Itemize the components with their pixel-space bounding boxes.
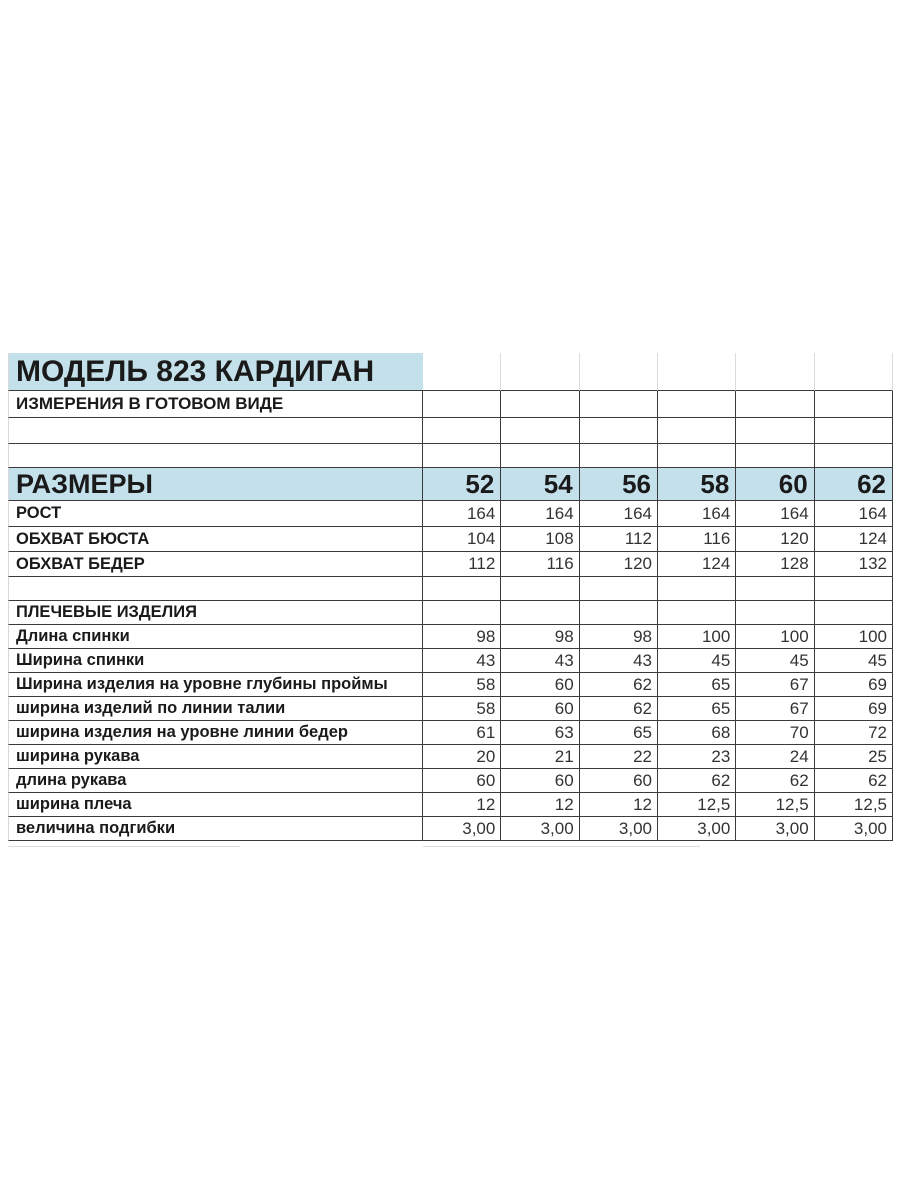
table-row — [8, 721, 893, 745]
value-cell: 24 — [736, 745, 814, 769]
value-cell: 62 — [580, 673, 658, 697]
empty-label-cell — [8, 577, 423, 601]
value-cell: 63 — [501, 721, 579, 745]
value-cell — [815, 391, 893, 418]
value-cell: 12,5 — [815, 793, 893, 817]
value-cell — [580, 353, 658, 391]
value-cell: 164 — [423, 501, 501, 527]
value-cell: 43 — [580, 649, 658, 673]
value-cell: 43 — [501, 649, 579, 673]
size-header-cell: 54 — [501, 468, 579, 501]
value-cell — [580, 418, 658, 444]
table-row — [8, 444, 893, 468]
table-row — [8, 527, 893, 552]
table-row — [8, 601, 893, 625]
value-cell: 60 — [423, 769, 501, 793]
value-cell: 20 — [423, 745, 501, 769]
section-header-cell: ПЛЕЧЕВЫЕ ИЗДЕЛИЯ — [8, 601, 423, 625]
value-cell — [658, 577, 736, 601]
value-cell — [658, 353, 736, 391]
row-label-cell: ширина изделия на уровне линии бедер — [8, 721, 423, 745]
value-cell — [501, 601, 579, 625]
value-cell — [815, 601, 893, 625]
value-cell: 62 — [658, 769, 736, 793]
sizes-header-cell: РАЗМЕРЫ — [8, 468, 423, 501]
value-cell — [658, 391, 736, 418]
value-cell: 62 — [736, 769, 814, 793]
value-cell — [501, 418, 579, 444]
value-cell — [580, 577, 658, 601]
value-cell: 120 — [736, 527, 814, 552]
empty-label-cell — [8, 418, 423, 444]
value-cell — [815, 577, 893, 601]
value-cell: 25 — [815, 745, 893, 769]
value-cell: 116 — [658, 527, 736, 552]
value-cell — [658, 601, 736, 625]
value-cell: 98 — [423, 625, 501, 649]
row-label-cell: величина подгибки — [8, 817, 423, 841]
table-row — [8, 353, 893, 391]
value-cell — [580, 444, 658, 468]
value-cell: 65 — [580, 721, 658, 745]
value-cell: 112 — [423, 552, 501, 577]
table-row — [8, 697, 893, 721]
value-cell: 3,00 — [423, 817, 501, 841]
table-row — [8, 501, 893, 527]
table-row — [8, 673, 893, 697]
row-label-cell: Длина спинки — [8, 625, 423, 649]
value-cell — [736, 391, 814, 418]
value-cell: 100 — [815, 625, 893, 649]
gridline-remnant-right — [423, 846, 700, 847]
row-label-cell: ширина рукава — [8, 745, 423, 769]
value-cell: 98 — [580, 625, 658, 649]
row-label-cell: ширина изделий по линии талии — [8, 697, 423, 721]
value-cell — [501, 391, 579, 418]
value-cell: 72 — [815, 721, 893, 745]
value-cell: 65 — [658, 697, 736, 721]
row-label-cell: ОБХВАТ БЮСТА — [8, 527, 423, 552]
value-cell: 100 — [736, 625, 814, 649]
value-cell — [501, 353, 579, 391]
size-header-cell: 60 — [736, 468, 814, 501]
value-cell — [736, 353, 814, 391]
value-cell: 12 — [501, 793, 579, 817]
value-cell: 12,5 — [736, 793, 814, 817]
table-title-cell: МОДЕЛЬ 823 КАРДИГАН — [8, 353, 423, 391]
value-cell — [736, 577, 814, 601]
value-cell: 58 — [423, 697, 501, 721]
empty-label-cell — [8, 444, 423, 468]
value-cell: 108 — [501, 527, 579, 552]
table-row — [8, 468, 893, 501]
row-label-cell: Ширина изделия на уровне глубины проймы — [8, 673, 423, 697]
value-cell — [501, 577, 579, 601]
value-cell: 45 — [658, 649, 736, 673]
row-label-cell: ширина плеча — [8, 793, 423, 817]
value-cell: 43 — [423, 649, 501, 673]
value-cell: 67 — [736, 697, 814, 721]
value-cell: 12 — [423, 793, 501, 817]
value-cell — [658, 418, 736, 444]
value-cell — [423, 391, 501, 418]
value-cell: 68 — [658, 721, 736, 745]
value-cell: 69 — [815, 697, 893, 721]
value-cell: 60 — [580, 769, 658, 793]
value-cell: 21 — [501, 745, 579, 769]
table-row — [8, 649, 893, 673]
table-row — [8, 793, 893, 817]
table-row — [8, 817, 893, 841]
table-row — [8, 577, 893, 601]
table-row — [8, 625, 893, 649]
value-cell: 3,00 — [501, 817, 579, 841]
value-cell: 98 — [501, 625, 579, 649]
value-cell — [423, 601, 501, 625]
value-cell: 12,5 — [658, 793, 736, 817]
row-label-cell: РОСТ — [8, 501, 423, 527]
value-cell — [736, 601, 814, 625]
value-cell: 12 — [580, 793, 658, 817]
value-cell: 3,00 — [658, 817, 736, 841]
table-row — [8, 552, 893, 577]
value-cell — [423, 353, 501, 391]
value-cell: 124 — [658, 552, 736, 577]
value-cell: 164 — [736, 501, 814, 527]
value-cell — [580, 601, 658, 625]
value-cell: 164 — [580, 501, 658, 527]
row-label-cell: Ширина спинки — [8, 649, 423, 673]
value-cell: 112 — [580, 527, 658, 552]
value-cell: 65 — [658, 673, 736, 697]
value-cell: 116 — [501, 552, 579, 577]
value-cell: 62 — [580, 697, 658, 721]
table-row — [8, 769, 893, 793]
table-subtitle-cell: ИЗМЕРЕНИЯ В ГОТОВОМ ВИДЕ — [8, 391, 423, 418]
value-cell: 61 — [423, 721, 501, 745]
value-cell: 164 — [658, 501, 736, 527]
size-header-cell: 56 — [580, 468, 658, 501]
value-cell: 58 — [423, 673, 501, 697]
table-row — [8, 391, 893, 418]
value-cell — [736, 418, 814, 444]
value-cell — [501, 444, 579, 468]
value-cell: 100 — [658, 625, 736, 649]
value-cell — [580, 391, 658, 418]
row-label-cell: длина рукава — [8, 769, 423, 793]
value-cell: 3,00 — [580, 817, 658, 841]
value-cell: 132 — [815, 552, 893, 577]
value-cell: 45 — [736, 649, 814, 673]
value-cell — [736, 444, 814, 468]
value-cell: 104 — [423, 527, 501, 552]
value-cell — [423, 418, 501, 444]
value-cell: 128 — [736, 552, 814, 577]
value-cell: 164 — [815, 501, 893, 527]
table-row — [8, 745, 893, 769]
size-header-cell: 58 — [658, 468, 736, 501]
gridline-remnant-left — [8, 846, 240, 847]
value-cell: 60 — [501, 769, 579, 793]
row-label-cell: ОБХВАТ БЕДЕР — [8, 552, 423, 577]
size-header-cell: 52 — [423, 468, 501, 501]
value-cell — [658, 444, 736, 468]
value-cell — [815, 444, 893, 468]
value-cell: 62 — [815, 769, 893, 793]
value-cell: 23 — [658, 745, 736, 769]
value-cell: 3,00 — [815, 817, 893, 841]
value-cell — [815, 353, 893, 391]
value-cell — [423, 444, 501, 468]
value-cell: 22 — [580, 745, 658, 769]
value-cell: 45 — [815, 649, 893, 673]
value-cell: 164 — [501, 501, 579, 527]
size-header-cell: 62 — [815, 468, 893, 501]
value-cell — [423, 577, 501, 601]
value-cell: 3,00 — [736, 817, 814, 841]
value-cell: 120 — [580, 552, 658, 577]
value-cell: 70 — [736, 721, 814, 745]
value-cell: 124 — [815, 527, 893, 552]
value-cell — [815, 418, 893, 444]
value-cell: 67 — [736, 673, 814, 697]
size-chart-table — [8, 353, 893, 841]
value-cell: 60 — [501, 673, 579, 697]
value-cell: 60 — [501, 697, 579, 721]
value-cell: 69 — [815, 673, 893, 697]
table-row — [8, 418, 893, 444]
